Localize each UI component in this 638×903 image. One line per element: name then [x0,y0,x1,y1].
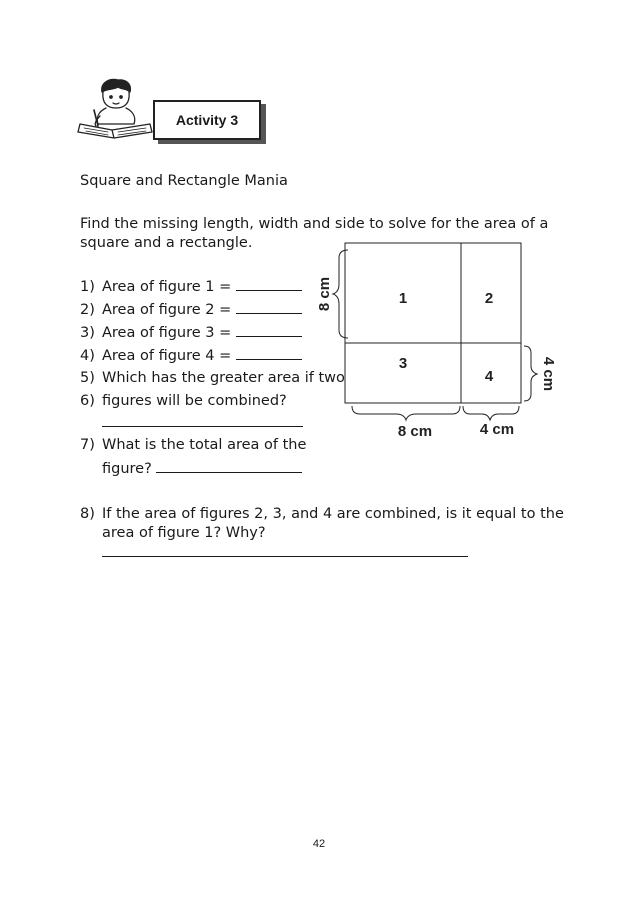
question-8 [80,505,564,523]
figure-outer-rect [345,243,521,403]
question-text: Which has the greater area if two [102,370,345,386]
region-label-1: 1 [398,290,408,307]
question-7-line-2 [102,459,302,478]
question-text: Area of figure 4 = [102,348,236,364]
dim-bottom-right-label: 4 cm [479,421,515,438]
question-number: 7) [80,437,95,453]
bottom-right-brace [463,406,519,420]
instructions-line-1: Find the missing length, width and side to solve for the area of a [80,216,549,232]
question-text: Area of figure 2 = [102,302,236,318]
right-brace [524,346,537,401]
worksheet-title: Square and Rectangle Mania [80,173,288,189]
question-text: Area of figure 3 = [102,325,236,341]
question-number: 3) [80,325,95,341]
question-number: 2) [80,302,95,318]
answer-blank[interactable] [236,300,302,314]
question-text: If the area of figures 2, 3, and 4 are combined, is it equal to the [102,506,564,522]
answer-blank[interactable] [236,277,302,291]
region-label-4: 4 [484,368,494,385]
left-brace [333,250,348,338]
area-figure [310,232,570,444]
question-3 [80,323,302,342]
question-5 [80,369,345,387]
question-number: 6) [80,393,95,409]
question-text: figure? [102,461,157,477]
question-number: 4) [80,348,95,364]
question-number: 1) [80,279,95,295]
activity-label: Activity 3 [175,112,239,128]
answer-blank[interactable] [236,346,302,360]
dim-bottom-left-label: 8 cm [397,423,433,440]
dim-right-label: 4 cm [540,356,557,392]
answer-blank-8[interactable] [102,556,468,557]
dim-left-label: 8 cm [316,276,333,312]
question-2 [80,300,302,319]
bottom-left-brace [352,406,460,420]
question-7 [80,436,306,454]
answer-blank[interactable] [156,459,302,473]
page-number: 42 [312,838,326,850]
instructions-line-2: square and a rectangle. [80,235,253,251]
boy-writing-illustration [76,78,158,140]
question-number: 5) [80,370,95,386]
region-label-3: 3 [398,355,408,372]
activity-title-box [153,100,261,140]
question-8-line-2: area of figure 1? Why? [102,525,266,541]
question-4 [80,346,302,365]
question-number: 8) [80,506,95,522]
region-label-2: 2 [484,290,494,307]
answer-blank[interactable] [236,323,302,337]
question-1 [80,277,302,296]
answer-blank-6[interactable] [102,426,303,427]
question-text: What is the total area of the [102,437,307,453]
question-text: Area of figure 1 = [102,279,236,295]
question-text: figures will be combined? [102,393,287,409]
question-6 [80,392,287,410]
